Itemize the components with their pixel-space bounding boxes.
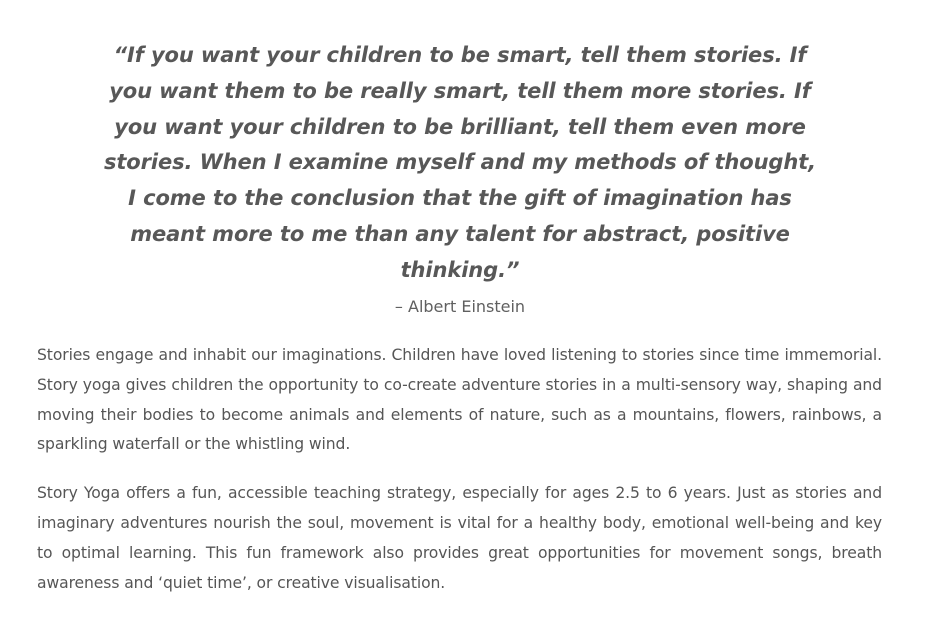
quote-block bbox=[100, 38, 820, 318]
paragraph-stories: Stories engage and inhabit our imaginations. Children have loved listening to stories since time immemorial. Story yoga gives children the opportunity to co-create adventure stories in a multi-sensory way, shaping and moving their bodies to become animals and elements of nature, such as a mountains, flowers, rainbows, a sparkling waterfall or the whistling wind. bbox=[37, 346, 882, 454]
einstein-quote: “If you want your children to be smart, tell them stories. If you want them to be really smart, tell them more stories. If you want your children to be brilliant, tell them even more stories. When I examine myself and my methods of thought, I come to the conclusion that the gift of imagination has meant more to me than any talent for abstract, positive thinking.” bbox=[103, 43, 817, 282]
quote-attribution: – Albert Einstein bbox=[394, 296, 526, 316]
paragraph-story-yoga: Story Yoga offers a fun, accessible teaching strategy, especially for ages 2.5 to 6 years. Just as stories and imaginary adventures nourish the soul, movement is vital for a healthy body, emotional well-being and key to optimal learning. This fun framework also provides great opportunities for movement songs, breath awareness and ‘quiet time’, or creative visualisation. bbox=[37, 484, 882, 592]
story-yoga-description bbox=[37, 341, 882, 617]
